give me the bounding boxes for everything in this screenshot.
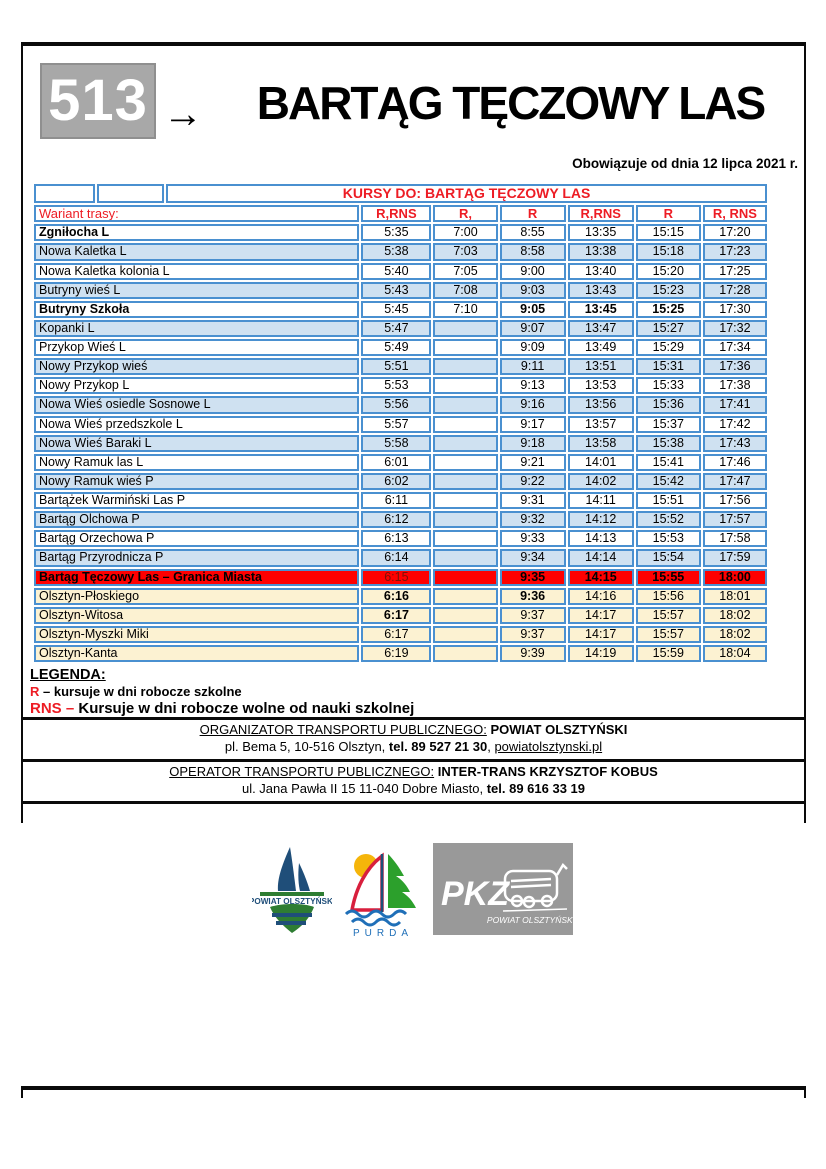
time-cell: 5:57: [361, 416, 431, 433]
time-cell: 15:52: [636, 511, 701, 528]
timetable: [32, 182, 769, 664]
time-cell: [433, 396, 497, 413]
organizer-name: POWIAT OLSZTYŃSKI: [486, 722, 628, 738]
legend-text-r: – kursuje w dni robocze szkolne: [39, 684, 242, 700]
time-cell: 15:38: [636, 435, 701, 452]
kursy-header-row: [34, 184, 767, 203]
time-cell: 9:11: [500, 358, 566, 375]
route-number-box: [40, 63, 156, 139]
organizer-phone: tel. 89 527 21 30: [388, 739, 488, 755]
time-cell: 14:11: [568, 492, 634, 509]
time-cell: 8:55: [500, 224, 566, 241]
time-cell: 9:16: [500, 396, 566, 413]
time-cell: 7:00: [433, 224, 497, 241]
table-row: [34, 626, 767, 643]
station-name-cell: Nowy Ramuk wieś P: [34, 473, 359, 490]
kursy-do-header: KURSY DO: BARTĄG TĘCZOWY LAS: [166, 184, 767, 203]
time-cell: 15:57: [636, 626, 701, 643]
time-cell: 13:47: [568, 320, 634, 337]
time-cell: 15:25: [636, 301, 701, 318]
time-cell: 15:56: [636, 588, 701, 605]
column-header-cell: R, RNS: [703, 205, 767, 223]
time-cell: 17:47: [703, 473, 767, 490]
time-cell: 9:13: [500, 377, 566, 394]
table-row: [34, 607, 767, 624]
time-cell: 14:14: [568, 549, 634, 566]
time-cell: 13:49: [568, 339, 634, 356]
time-cell: 18:02: [703, 607, 767, 624]
next-section-top-border: [21, 1086, 806, 1098]
station-name-cell: Zgniłocha L: [34, 224, 359, 241]
powiat-olsztynski-logo-graphic: [252, 845, 332, 940]
time-cell: [433, 569, 497, 586]
time-cell: 15:54: [636, 549, 701, 566]
table-row: [34, 320, 767, 337]
table-row: [34, 569, 767, 586]
operator-line1: [23, 764, 804, 781]
station-name-cell: Nowa Wieś osiedle Sosnowe L: [34, 396, 359, 413]
time-cell: 6:19: [361, 645, 431, 662]
station-name-cell: Bartąg Tęczowy Las – Granica Miasta: [34, 569, 359, 586]
time-cell: 5:47: [361, 320, 431, 337]
station-name-cell: Olsztyn-Płoskiego: [34, 588, 359, 605]
time-cell: 14:01: [568, 454, 634, 471]
time-cell: 15:29: [636, 339, 701, 356]
time-cell: [433, 549, 497, 566]
time-cell: 13:40: [568, 263, 634, 280]
time-cell: 15:36: [636, 396, 701, 413]
operator-phone: tel. 89 616 33 19: [486, 780, 586, 796]
time-cell: 6:02: [361, 473, 431, 490]
time-cell: 13:58: [568, 435, 634, 452]
legend-text-rns: Kursuje w dni robocze wolne od nauki szkolnej: [78, 700, 415, 718]
time-cell: 17:23: [703, 243, 767, 260]
time-cell: 17:57: [703, 511, 767, 528]
table-row: [34, 549, 767, 566]
time-cell: 9:09: [500, 339, 566, 356]
divider-line-3: [23, 801, 804, 804]
station-name-cell: Kopanki L: [34, 320, 359, 337]
table-row: [34, 377, 767, 394]
time-cell: 13:45: [568, 301, 634, 318]
time-cell: 15:18: [636, 243, 701, 260]
time-cell: [433, 339, 497, 356]
column-header-cell: R: [500, 205, 566, 223]
organizer-line2: [23, 739, 804, 756]
time-cell: 6:15: [361, 569, 431, 586]
time-cell: 5:38: [361, 243, 431, 260]
time-cell: [433, 473, 497, 490]
operator-line2: [23, 781, 804, 798]
time-cell: 6:17: [361, 607, 431, 624]
station-name-cell: Nowa Kaletka L: [34, 243, 359, 260]
table-row: [34, 243, 767, 260]
table-row: [34, 263, 767, 280]
arrow-icon: →: [163, 92, 203, 136]
table-row: [34, 416, 767, 433]
time-cell: 9:36: [500, 588, 566, 605]
station-name-cell: Butryny wieś L: [34, 282, 359, 299]
time-cell: 13:35: [568, 224, 634, 241]
pkz-logo: [433, 843, 573, 940]
time-cell: 17:28: [703, 282, 767, 299]
time-cell: 6:12: [361, 511, 431, 528]
table-row: [34, 224, 767, 241]
time-cell: 5:43: [361, 282, 431, 299]
route-number: 513: [48, 68, 148, 133]
time-cell: 13:38: [568, 243, 634, 260]
time-cell: 15:15: [636, 224, 701, 241]
pkz-logo-sub-label: POWIAT OLSZTYŃSKI: [486, 915, 573, 925]
time-cell: 17:46: [703, 454, 767, 471]
time-cell: 9:35: [500, 569, 566, 586]
time-cell: 5:51: [361, 358, 431, 375]
table-row: [34, 454, 767, 471]
time-cell: 6:11: [361, 492, 431, 509]
powiat-olsztynski-logo: [252, 845, 332, 945]
header: [23, 46, 804, 182]
time-cell: 15:57: [636, 607, 701, 624]
legend-title: LEGENDA:: [30, 667, 106, 684]
time-cell: 17:34: [703, 339, 767, 356]
time-cell: 9:18: [500, 435, 566, 452]
time-cell: 5:35: [361, 224, 431, 241]
time-cell: [433, 454, 497, 471]
table-row: [34, 282, 767, 299]
time-cell: 6:01: [361, 454, 431, 471]
time-cell: 17:56: [703, 492, 767, 509]
time-cell: 17:36: [703, 358, 767, 375]
time-cell: 9:17: [500, 416, 566, 433]
table-row: [34, 645, 767, 662]
table-row: [34, 396, 767, 413]
table-row: [34, 435, 767, 452]
time-cell: 13:56: [568, 396, 634, 413]
column-header-cell: R,RNS: [568, 205, 634, 223]
time-cell: 17:41: [703, 396, 767, 413]
station-name-cell: Butryny Szkoła: [34, 301, 359, 318]
time-cell: 18:02: [703, 626, 767, 643]
station-name-cell: Bartąg Orzechowa P: [34, 530, 359, 547]
station-name-cell: Nowy Przykop L: [34, 377, 359, 394]
time-cell: 14:17: [568, 607, 634, 624]
time-cell: 15:37: [636, 416, 701, 433]
time-cell: 9:37: [500, 626, 566, 643]
station-name-cell: Nowy Przykop wieś: [34, 358, 359, 375]
time-cell: 17:58: [703, 530, 767, 547]
organizer-address: pl. Bema 5, 10-516 Olsztyn,: [224, 739, 389, 755]
station-name-cell: Bartąg Olchowa P: [34, 511, 359, 528]
time-cell: [433, 511, 497, 528]
time-cell: 15:33: [636, 377, 701, 394]
time-cell: 6:13: [361, 530, 431, 547]
time-cell: [433, 645, 497, 662]
column-header-cell: R: [636, 205, 701, 223]
operator-name: INTER-TRANS KRZYSZTOF KOBUS: [434, 763, 658, 779]
station-name-cell: Nowa Kaletka kolonia L: [34, 263, 359, 280]
time-cell: 9:31: [500, 492, 566, 509]
powiat-logo-label: POWIAT OLSZTYŃSKI: [252, 897, 332, 906]
time-cell: 6:14: [361, 549, 431, 566]
time-cell: 14:16: [568, 588, 634, 605]
column-header-cell: R,RNS: [361, 205, 431, 223]
station-name-cell: Bartążek Warmiński Las P: [34, 492, 359, 509]
time-cell: 17:30: [703, 301, 767, 318]
time-cell: 15:55: [636, 569, 701, 586]
organizer-label: ORGANIZATOR TRANSPORTU PUBLICZNEGO:: [199, 722, 487, 738]
station-name-cell: Olsztyn-Myszki Miki: [34, 626, 359, 643]
time-cell: 7:08: [433, 282, 497, 299]
time-cell: 17:42: [703, 416, 767, 433]
time-cell: 17:38: [703, 377, 767, 394]
time-cell: [433, 530, 497, 547]
operator-block: [23, 762, 804, 801]
organizer-website-link[interactable]: powiatolsztynski.pl: [494, 739, 603, 755]
station-name-cell: Nowa Wieś Baraki L: [34, 435, 359, 452]
time-cell: [433, 607, 497, 624]
time-cell: 17:25: [703, 263, 767, 280]
time-cell: 14:17: [568, 626, 634, 643]
legend-item-r: [30, 684, 804, 699]
time-cell: 15:42: [636, 473, 701, 490]
time-cell: 6:16: [361, 588, 431, 605]
time-cell: 9:22: [500, 473, 566, 490]
time-cell: 9:03: [500, 282, 566, 299]
destination-title: BARTĄG TĘCZOWY LAS: [256, 77, 765, 129]
page-frame: [21, 42, 806, 823]
table-row: [34, 301, 767, 318]
time-cell: 13:57: [568, 416, 634, 433]
table-row: [34, 473, 767, 490]
table-row: [34, 588, 767, 605]
organizer-line1: [23, 722, 804, 739]
time-cell: 14:19: [568, 645, 634, 662]
legend-item-rns: [30, 700, 804, 717]
logos-row: [0, 840, 826, 940]
time-cell: 15:23: [636, 282, 701, 299]
header-blank-cell: [34, 184, 95, 203]
station-name-cell: Przykop Wieś L: [34, 339, 359, 356]
time-cell: 9:33: [500, 530, 566, 547]
station-name-cell: Olsztyn-Kanta: [34, 645, 359, 662]
time-cell: 17:59: [703, 549, 767, 566]
table-row: [34, 530, 767, 547]
time-cell: 7:10: [433, 301, 497, 318]
time-cell: 18:00: [703, 569, 767, 586]
time-cell: 13:53: [568, 377, 634, 394]
pkz-logo-label: PKZ: [441, 875, 509, 913]
station-name-cell: Bartąg Przyrodnicza P: [34, 549, 359, 566]
time-cell: 5:45: [361, 301, 431, 318]
pkz-logo-graphic: [433, 843, 573, 935]
time-cell: 17:20: [703, 224, 767, 241]
time-cell: 14:13: [568, 530, 634, 547]
time-cell: [433, 416, 497, 433]
station-name-cell: Olsztyn-Witosa: [34, 607, 359, 624]
time-cell: 13:43: [568, 282, 634, 299]
organizer-separator: ,: [487, 739, 495, 755]
time-cell: [433, 358, 497, 375]
column-header-cell: R,: [433, 205, 497, 223]
operator-label: OPERATOR TRANSPORTU PUBLICZNEGO:: [169, 763, 435, 779]
time-cell: 15:20: [636, 263, 701, 280]
operator-address: ul. Jana Pawła II 15 11-040 Dobre Miasto,: [241, 780, 487, 796]
time-cell: 15:27: [636, 320, 701, 337]
time-cell: 9:07: [500, 320, 566, 337]
time-cell: 5:40: [361, 263, 431, 280]
time-cell: 15:59: [636, 645, 701, 662]
station-name-cell: Nowy Ramuk las L: [34, 454, 359, 471]
time-cell: 14:02: [568, 473, 634, 490]
legend-key-r: R: [30, 684, 40, 700]
time-cell: 7:03: [433, 243, 497, 260]
time-cell: [433, 492, 497, 509]
organizer-block: [23, 720, 804, 759]
table-row: [34, 339, 767, 356]
purda-logo-label: PURDA: [352, 928, 414, 938]
time-cell: 13:51: [568, 358, 634, 375]
table-row: [34, 511, 767, 528]
time-cell: 9:34: [500, 549, 566, 566]
time-cell: 15:51: [636, 492, 701, 509]
time-cell: 9:21: [500, 454, 566, 471]
legend: [30, 667, 804, 717]
time-cell: 5:56: [361, 396, 431, 413]
time-cell: 9:05: [500, 301, 566, 318]
time-cell: 15:41: [636, 454, 701, 471]
time-cell: [433, 320, 497, 337]
time-cell: 9:32: [500, 511, 566, 528]
time-cell: 9:39: [500, 645, 566, 662]
time-cell: 7:05: [433, 263, 497, 280]
time-cell: 18:04: [703, 645, 767, 662]
time-cell: 14:12: [568, 511, 634, 528]
valid-from-date: Obowiązuje od dnia 12 lipca 2021 r.: [572, 156, 798, 171]
time-cell: 17:32: [703, 320, 767, 337]
table-row: [34, 492, 767, 509]
time-cell: [433, 626, 497, 643]
wariant-trasy-label: Wariant trasy:: [34, 205, 359, 223]
time-cell: 9:00: [500, 263, 566, 280]
purda-logo-graphic: [338, 848, 428, 938]
time-cell: 15:31: [636, 358, 701, 375]
legend-key-rns: RNS –: [30, 700, 79, 718]
time-cell: 14:15: [568, 569, 634, 586]
time-cell: 5:53: [361, 377, 431, 394]
time-cell: 5:49: [361, 339, 431, 356]
column-header-row: [34, 205, 767, 223]
purda-logo: [338, 848, 428, 943]
time-cell: 18:01: [703, 588, 767, 605]
time-cell: 9:37: [500, 607, 566, 624]
time-cell: 17:43: [703, 435, 767, 452]
time-cell: [433, 588, 497, 605]
time-cell: 15:53: [636, 530, 701, 547]
time-cell: 5:58: [361, 435, 431, 452]
time-cell: [433, 435, 497, 452]
station-name-cell: Nowa Wieś przedszkole L: [34, 416, 359, 433]
time-cell: 8:58: [500, 243, 566, 260]
table-row: [34, 358, 767, 375]
time-cell: [433, 377, 497, 394]
header-blank-cell: [97, 184, 164, 203]
time-cell: 6:17: [361, 626, 431, 643]
